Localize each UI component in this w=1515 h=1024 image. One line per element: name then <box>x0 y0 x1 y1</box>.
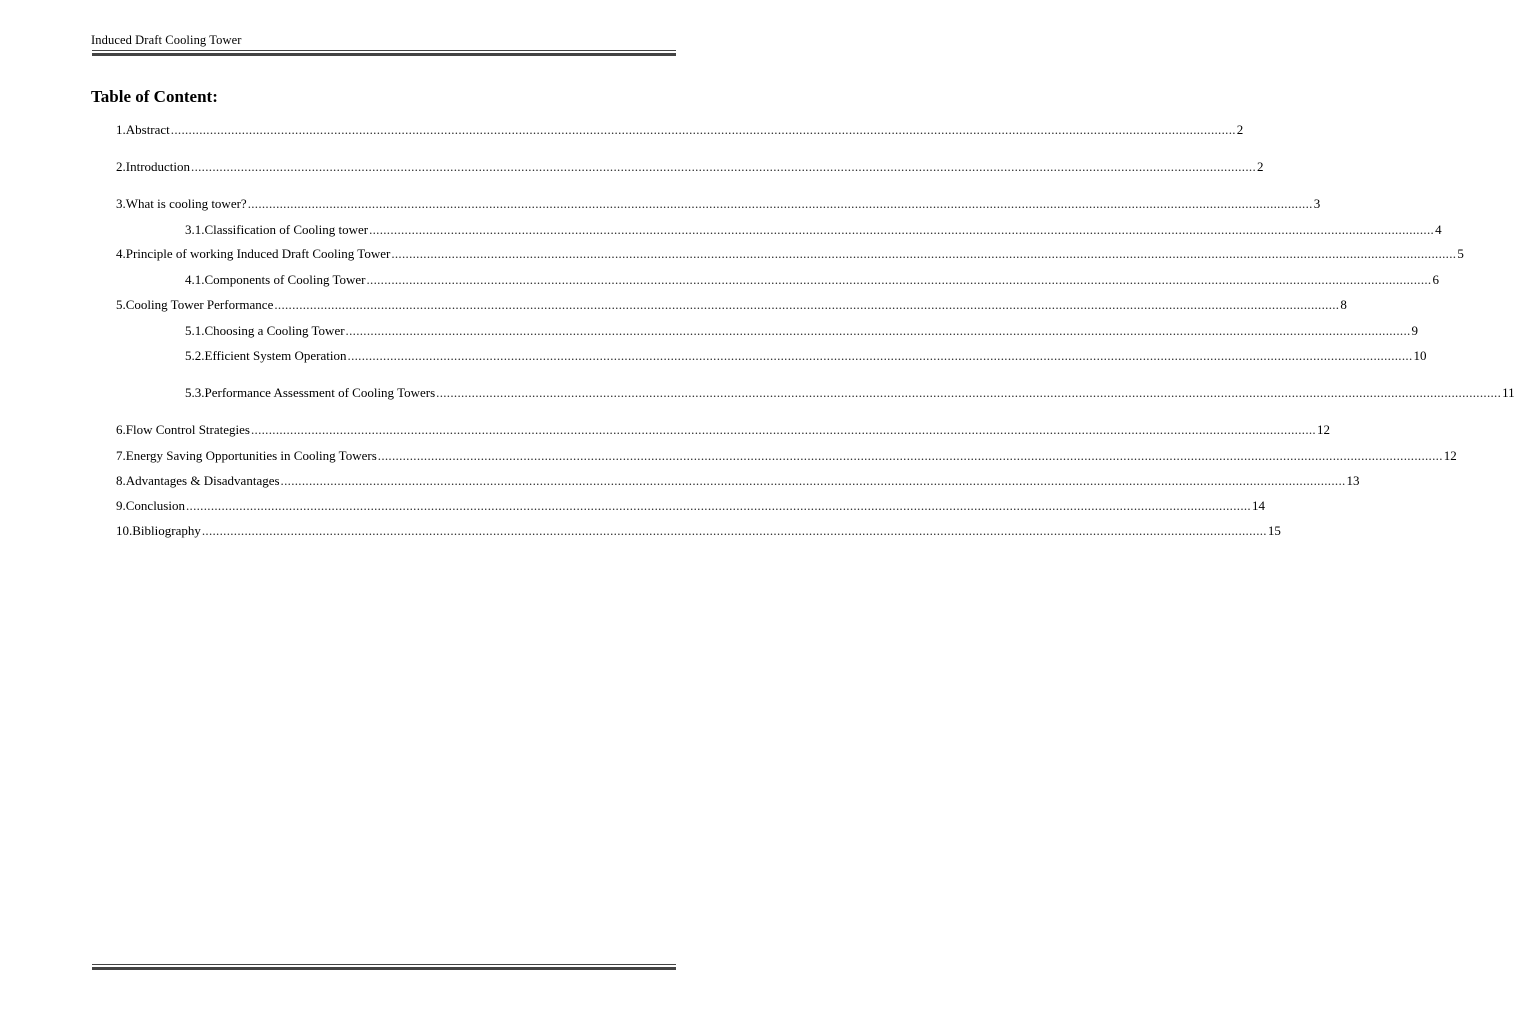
toc-entry-page: 2 <box>1236 122 1244 137</box>
toc-leader-dots: ............................................................................................................................................................................................................................................................................................................ <box>369 222 1435 237</box>
toc-entry-number: 4.1. <box>185 272 205 287</box>
toc-entry-number: 2. <box>116 159 126 174</box>
toc-entry-page: 8 <box>1340 297 1347 312</box>
toc-entry-what-is-cooling-tower[interactable] <box>116 195 1321 212</box>
toc-entry-page: 10 <box>1413 348 1427 363</box>
toc-leader-dots: ............................................................................................................................................................................................................................................................................................................ <box>191 159 1257 174</box>
toc-leader-dots: ............................................................................................................................................................................................................................................................................................................ <box>185 498 1251 513</box>
toc-entry-page: 9 <box>1411 323 1419 338</box>
toc-leader-dots: ............................................................................................................................................................................................................................................................................................................ <box>274 297 1340 312</box>
toc-entry-page: 15 <box>1267 523 1281 538</box>
toc-entry-page: 6 <box>1432 272 1439 287</box>
toc-entry-label: Energy Saving Opportunities in Cooling Towers <box>125 448 377 463</box>
toc-entry-label: Introduction <box>125 159 191 174</box>
toc-title: Table of Content: <box>91 87 218 106</box>
toc-entry-number: 7. <box>116 448 126 463</box>
toc-entry-page: 13 <box>1346 473 1360 488</box>
toc-leader-dots: ............................................................................................................................................................................................................................................................................................................ <box>347 348 1413 363</box>
toc-entry-number: 9. <box>116 498 126 513</box>
toc-leader-dots: ............................................................................................................................................................................................................................................................................................................ <box>247 196 1313 211</box>
toc-entry-page: 11 <box>1502 385 1515 400</box>
toc-entry-efficient-operation[interactable] <box>185 347 1427 364</box>
toc-entry-number: 5.2. <box>185 348 205 363</box>
toc-entry-label: Components of Cooling Tower <box>204 272 366 287</box>
toc-entry-page: 12 <box>1443 448 1457 463</box>
toc-entry-page: 4 <box>1435 222 1442 237</box>
toc-entry-label: Performance Assessment of Cooling Towers <box>204 385 436 400</box>
toc-entry-number: 5.1. <box>185 323 205 338</box>
footer-rule <box>92 964 676 970</box>
toc-entry-number: 5. <box>116 297 126 312</box>
toc-entry-abstract[interactable] <box>116 121 1244 138</box>
toc-entry-components[interactable] <box>185 271 1439 288</box>
toc-entry-bibliography[interactable] <box>116 522 1281 539</box>
toc-entry-label: Choosing a Cooling Tower <box>204 323 345 338</box>
toc-entry-advantages[interactable] <box>116 472 1360 489</box>
toc-leader-dots: ............................................................................................................................................................................................................................................................................................................ <box>436 385 1502 400</box>
toc-entry-page: 12 <box>1316 422 1330 437</box>
page-header-title: Induced Draft Cooling Tower <box>91 33 242 47</box>
toc-entry-number: 4. <box>116 246 126 261</box>
toc-leader-dots: ............................................................................................................................................................................................................................................................................................................ <box>366 272 1432 287</box>
toc-leader-dots: ............................................................................................................................................................................................................................................................................................................ <box>280 473 1346 488</box>
toc-entry-page: 5 <box>1457 246 1464 261</box>
toc-entry-number: 1. <box>116 122 126 137</box>
toc-leader-dots: ............................................................................................................................................................................................................................................................................................................ <box>250 422 1316 437</box>
toc-entry-principle-of-working[interactable] <box>116 245 1464 262</box>
header-rule <box>92 50 676 56</box>
toc-entry-choosing[interactable] <box>185 322 1419 339</box>
toc-entry-label: Principle of working Induced Draft Cooling Tower <box>125 246 391 261</box>
toc-entry-classification[interactable] <box>185 221 1442 238</box>
toc-leader-dots: ............................................................................................................................................................................................................................................................................................................ <box>345 323 1411 338</box>
toc-leader-dots: ............................................................................................................................................................................................................................................................................................................ <box>201 523 1267 538</box>
toc-entry-introduction[interactable] <box>116 158 1264 175</box>
toc-entry-number: 8. <box>116 473 126 488</box>
toc-entry-energy-saving[interactable] <box>116 447 1457 464</box>
toc-entry-label: Classification of Cooling tower <box>204 222 369 237</box>
toc-entry-conclusion[interactable] <box>116 497 1265 514</box>
toc-entry-performance-assessment[interactable] <box>185 384 1515 401</box>
toc-entry-number: 5.3. <box>185 385 205 400</box>
toc-entry-number: 10. <box>116 523 133 538</box>
toc-leader-dots: ............................................................................................................................................................................................................................................................................................................ <box>170 122 1236 137</box>
toc-entry-page: 2 <box>1257 159 1264 174</box>
toc-entry-label: Abstract <box>125 122 170 137</box>
toc-entry-flow-control[interactable] <box>116 421 1330 438</box>
toc-entry-label: Conclusion <box>125 498 185 513</box>
toc-entry-number: 3.1. <box>185 222 205 237</box>
toc-entry-label: Bibliography <box>132 523 201 538</box>
toc-leader-dots: ............................................................................................................................................................................................................................................................................................................ <box>391 246 1457 261</box>
toc-entry-page: 14 <box>1251 498 1265 513</box>
toc-entry-label: What is cooling tower? <box>125 196 247 211</box>
toc-entry-label: Advantages & Disadvantages <box>125 473 280 488</box>
toc-entry-number: 3. <box>116 196 126 211</box>
toc-entry-performance[interactable] <box>116 296 1347 313</box>
toc-entry-label: Efficient System Operation <box>204 348 347 363</box>
toc-entry-label: Cooling Tower Performance <box>125 297 274 312</box>
toc-entry-page: 3 <box>1313 196 1321 211</box>
toc-entry-number: 6. <box>116 422 126 437</box>
toc-leader-dots: ............................................................................................................................................................................................................................................................................................................ <box>377 448 1443 463</box>
toc-entry-label: Flow Control Strategies <box>125 422 250 437</box>
